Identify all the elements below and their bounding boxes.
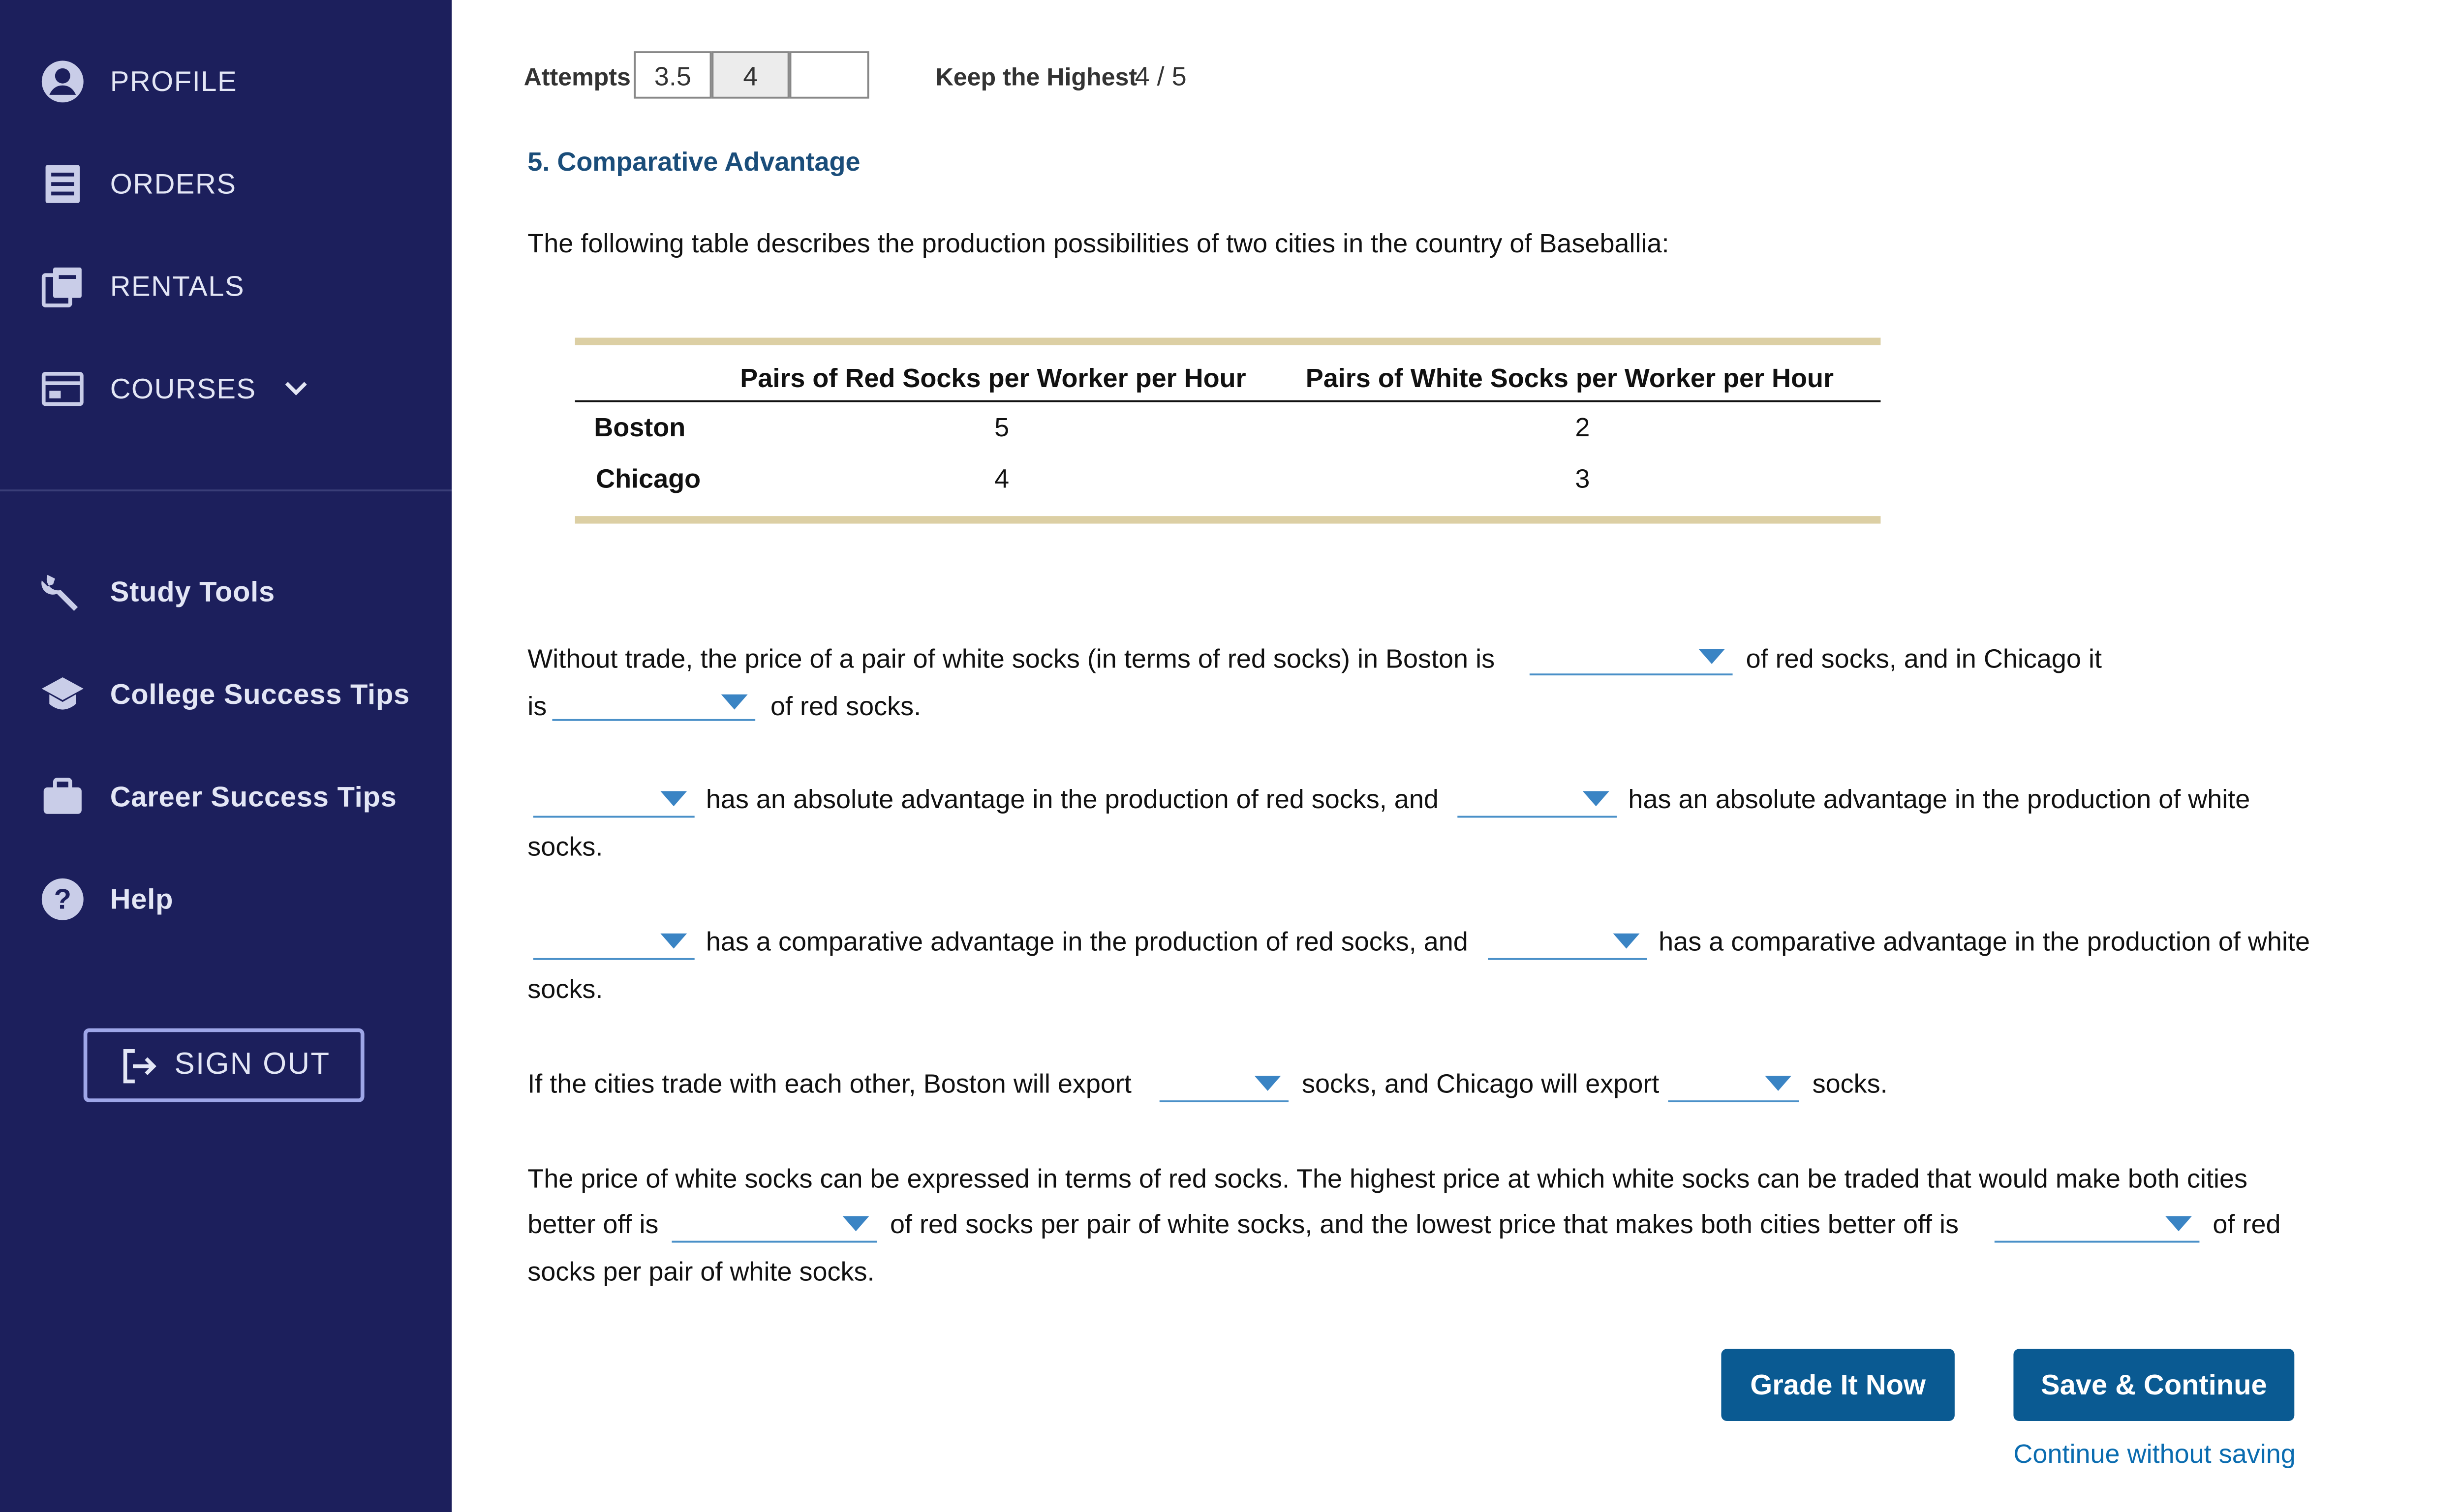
dropdown-boston-export[interactable] (1160, 1064, 1289, 1102)
help-circle-icon (38, 875, 87, 924)
table-row-chicago-white: 3 (1575, 463, 1590, 493)
dropdown-caret-icon (1698, 649, 1725, 664)
table-row-boston-white: 2 (1575, 412, 1590, 442)
sidebar-item-orders[interactable] (38, 155, 236, 212)
save-continue-button[interactable]: Save & Continue (2013, 1349, 2294, 1421)
briefcase-icon (38, 772, 87, 821)
sidebar-item-label: Study Tools (110, 575, 275, 608)
question-title: 5. Comparative Advantage (527, 146, 861, 177)
text-p1b: of red socks, and in Chicago it (1746, 643, 2102, 674)
text-p3a: has a comparative advantage in the production of red socks, and (706, 926, 1468, 956)
dropdown-highest-price[interactable] (672, 1205, 877, 1242)
sidebar-item-label: COURSES (110, 372, 256, 405)
chevron-down-icon (283, 379, 309, 398)
attempt-box-1: 3.5 (634, 51, 711, 98)
sign-out-label: SIGN OUT (174, 1048, 331, 1081)
sidebar-item-label: PROFILE (110, 65, 238, 98)
grade-it-now-button[interactable]: Grade It Now (1721, 1349, 1954, 1421)
main-content (452, 0, 2460, 1512)
dropdown-chicago-price[interactable] (552, 683, 755, 721)
dropdown-caret-icon (721, 695, 748, 710)
attempt-box-3 (790, 51, 869, 98)
sidebar-item-help[interactable] (38, 871, 173, 928)
text-p1d: of red socks. (770, 691, 922, 721)
dropdown-chicago-export[interactable] (1668, 1064, 1799, 1102)
dropdown-comparative-red[interactable] (533, 922, 695, 960)
sidebar-item-label: Help (110, 883, 174, 916)
attempt-box-2: 4 (711, 51, 789, 98)
dropdown-absolute-white[interactable] (1457, 780, 1617, 817)
sidebar-item-label: College Success Tips (110, 678, 410, 711)
dropdown-caret-icon (843, 1216, 869, 1231)
text-p3b: has a comparative advantage in the production of white (1659, 926, 2310, 956)
text-p2b: has an absolute advantage in the production of white (1628, 784, 2250, 814)
table-top-rule (575, 338, 1881, 345)
sign-out-icon (118, 1044, 159, 1086)
dropdown-caret-icon (2165, 1216, 2192, 1231)
text-p4c: socks. (1812, 1068, 1888, 1099)
table-row-chicago-red: 4 (994, 463, 1010, 493)
books-icon (38, 262, 87, 311)
text-p1a: Without trade, the price of a pair of white socks (in terms of red socks) in Boston is (527, 643, 1495, 674)
dropdown-caret-icon (660, 791, 687, 806)
sidebar-item-study-tools[interactable] (38, 564, 275, 621)
user-circle-icon (38, 57, 87, 106)
table-header-rule (575, 400, 1881, 402)
sidebar-item-label: ORDERS (110, 168, 237, 200)
sidebar-item-label: Career Success Tips (110, 781, 397, 813)
attempts-label: Attempts (523, 62, 631, 91)
sidebar-divider (0, 489, 452, 491)
svg-text:?: ? (54, 883, 71, 915)
sidebar-item-label: RENTALS (110, 270, 245, 303)
dropdown-caret-icon (1255, 1076, 1281, 1091)
continue-without-saving-link[interactable]: Continue without saving (2013, 1438, 2296, 1469)
sidebar (0, 0, 452, 1512)
dropdown-caret-icon (1613, 934, 1640, 949)
sidebar-item-courses[interactable] (38, 361, 309, 418)
sidebar-item-rentals[interactable] (38, 258, 245, 315)
table-bottom-rule (575, 516, 1881, 523)
table-row-boston-red: 5 (994, 412, 1010, 442)
dropdown-caret-icon (1765, 1076, 1791, 1091)
text-p5d: of red (2213, 1209, 2281, 1239)
text-p5c: of red socks per pair of white socks, and the lowest price that makes both cities better off is (890, 1209, 1959, 1239)
sidebar-item-college-success-tips[interactable] (38, 666, 410, 723)
dropdown-caret-icon (660, 934, 687, 949)
sidebar-item-profile[interactable] (38, 53, 237, 110)
table-header-red: Pairs of Red Socks per Worker per Hour (740, 362, 1246, 393)
text-p1c: is (527, 691, 547, 721)
dropdown-lowest-price[interactable] (1995, 1205, 2200, 1242)
score-value: 4 / 5 (1135, 60, 1187, 91)
dropdown-comparative-white[interactable] (1488, 922, 1647, 960)
text-p5b: better off is (527, 1209, 659, 1239)
table-row-boston-city: Boston (594, 412, 686, 442)
dropdown-boston-price[interactable] (1530, 637, 1733, 675)
text-p4b: socks, and Chicago will export (1302, 1068, 1660, 1099)
text-p2a: has an absolute advantage in the production of red socks, and (706, 784, 1439, 814)
table-row-chicago-city: Chicago (596, 463, 701, 493)
question-intro: The following table describes the production possibilities of two cities in the country of Baseballia: (527, 227, 1669, 258)
text-p3c: socks. (527, 973, 603, 1004)
table-header-white: Pairs of White Socks per Worker per Hour (1305, 362, 1834, 393)
text-p2c: socks. (527, 831, 603, 862)
dropdown-absolute-red[interactable] (533, 780, 695, 817)
receipt-icon (38, 159, 87, 209)
course-card-icon (38, 364, 87, 414)
graduation-cap-icon (38, 670, 87, 719)
keep-highest-label: Keep the Highest (935, 62, 1138, 91)
sidebar-item-career-success-tips[interactable] (38, 768, 397, 825)
wrench-icon (38, 567, 87, 616)
text-p5a: The price of white socks can be expressed in terms of red socks. The highest price at which white socks can be traded that would make both cities (527, 1163, 2248, 1194)
sign-out-button[interactable] (84, 1028, 365, 1102)
text-p4a: If the cities trade with each other, Boston will export (527, 1068, 1132, 1099)
dropdown-caret-icon (1583, 791, 1609, 806)
text-p5e: socks per pair of white socks. (527, 1256, 875, 1287)
